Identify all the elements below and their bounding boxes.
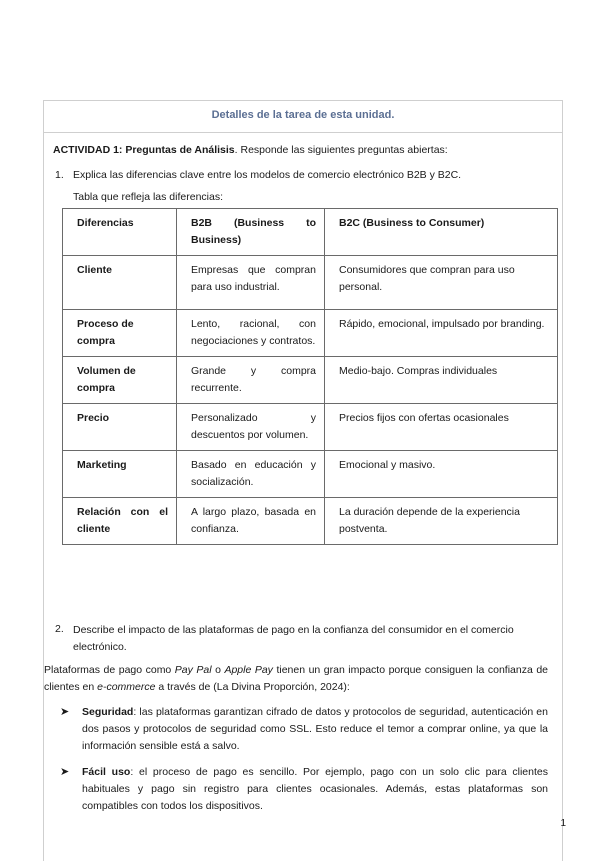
table-row [63, 256, 558, 310]
paragraph-text: o [211, 664, 225, 676]
paypal-term: Pay Pal [174, 664, 212, 676]
question-1-text: Explica las diferencias clave entre los modelos de comercio electrónico B2B y B2C. [73, 169, 462, 181]
table-row [63, 310, 558, 357]
row-label: Proceso de compra [63, 310, 177, 357]
b2c-cell: Precios fijos con ofertas ocasionales [325, 404, 558, 451]
table-caption: Tabla que refleja las diferencias: [73, 191, 224, 203]
table-row [63, 404, 558, 451]
page-title: Detalles de la tarea de esta unidad. [211, 109, 395, 121]
bullet-body: : las plataformas garantizan cifrado de datos y protocolos de seguridad, autenticación en dos pasos y protocolos de seguridad como SSL. Esto reduce el temor a comprar online, ya que la información sensible está a salvo. [82, 706, 548, 752]
paragraph-text: Plataformas de pago como [44, 664, 175, 676]
b2c-cell: Emocional y masivo. [325, 451, 558, 498]
row-label: Volumen de compra [63, 357, 177, 404]
question-1-number: 1. [55, 169, 64, 181]
question-2-number: 2. [55, 623, 64, 635]
row-label: Cliente [63, 256, 177, 310]
paragraph-text: a través de (La Divina Proporción, 2024): [155, 681, 350, 693]
table-header-row [63, 209, 558, 256]
b2b-cell: Empresas que compran para uso industrial. [177, 256, 325, 310]
b2b-cell: Basado en educación y socialización. [177, 451, 325, 498]
bullet-label: Seguridad [82, 706, 134, 718]
header-band [44, 101, 562, 133]
differences-table [62, 208, 558, 545]
applepay-term: Apple Pay [224, 664, 273, 676]
header-cell: Diferencias [63, 209, 177, 256]
activity-instruction: . Responde las siguientes preguntas abiertas: [234, 144, 448, 156]
activity-heading [53, 143, 553, 158]
bullet-item [60, 704, 548, 755]
paragraph-text: tienen un gran impacto porque consiguen la confianza de clientes en [44, 664, 548, 693]
b2c-cell: Rápido, emocional, impulsado por branding. [325, 310, 558, 357]
bullet-text [82, 764, 548, 815]
page-number: 1 [560, 818, 566, 829]
bullet-body: : el proceso de pago es sencillo. Por ejemplo, pago con un solo clic para clientes habituales y pago sin registro para clientes ocasionales. Además, estas plataformas son compatibles con todos los dispositivos. [82, 766, 548, 812]
b2b-cell: Lento, racional, con negociaciones y contratos. [177, 310, 325, 357]
ecommerce-term: e-commerce [97, 681, 156, 693]
b2b-cell: A largo plazo, basada en confianza. [177, 498, 325, 545]
b2b-cell: Grande y compra recurrente. [177, 357, 325, 404]
arrow-bullet-icon: ➤ [60, 766, 70, 778]
row-label: Relación con el cliente [63, 498, 177, 545]
b2c-cell: La duración depende de la experiencia postventa. [325, 498, 558, 545]
table-row [63, 498, 558, 545]
arrow-bullet-icon: ➤ [60, 706, 70, 718]
row-label: Precio [63, 404, 177, 451]
table-row [63, 357, 558, 404]
activity-label: ACTIVIDAD 1: Preguntas de Análisis [53, 144, 235, 156]
b2c-cell: Medio-bajo. Compras individuales [325, 357, 558, 404]
b2b-cell: Personalizado y descuentos por volumen. [177, 404, 325, 451]
row-label: Marketing [63, 451, 177, 498]
bullet-label: Fácil uso [82, 766, 131, 778]
question-2-text: Describe el impacto de las plataformas de pago en la confianza del consumidor en el comercio electrónico. [73, 624, 514, 653]
bullet-text [82, 704, 548, 755]
header-cell: B2C (Business to Consumer) [325, 209, 558, 256]
bullet-item [60, 764, 548, 815]
b2c-cell: Consumidores que compran para uso personal. [325, 256, 558, 310]
header-cell: B2B (Business to Business) [177, 209, 325, 256]
impact-paragraph [44, 662, 548, 696]
table-row [63, 451, 558, 498]
